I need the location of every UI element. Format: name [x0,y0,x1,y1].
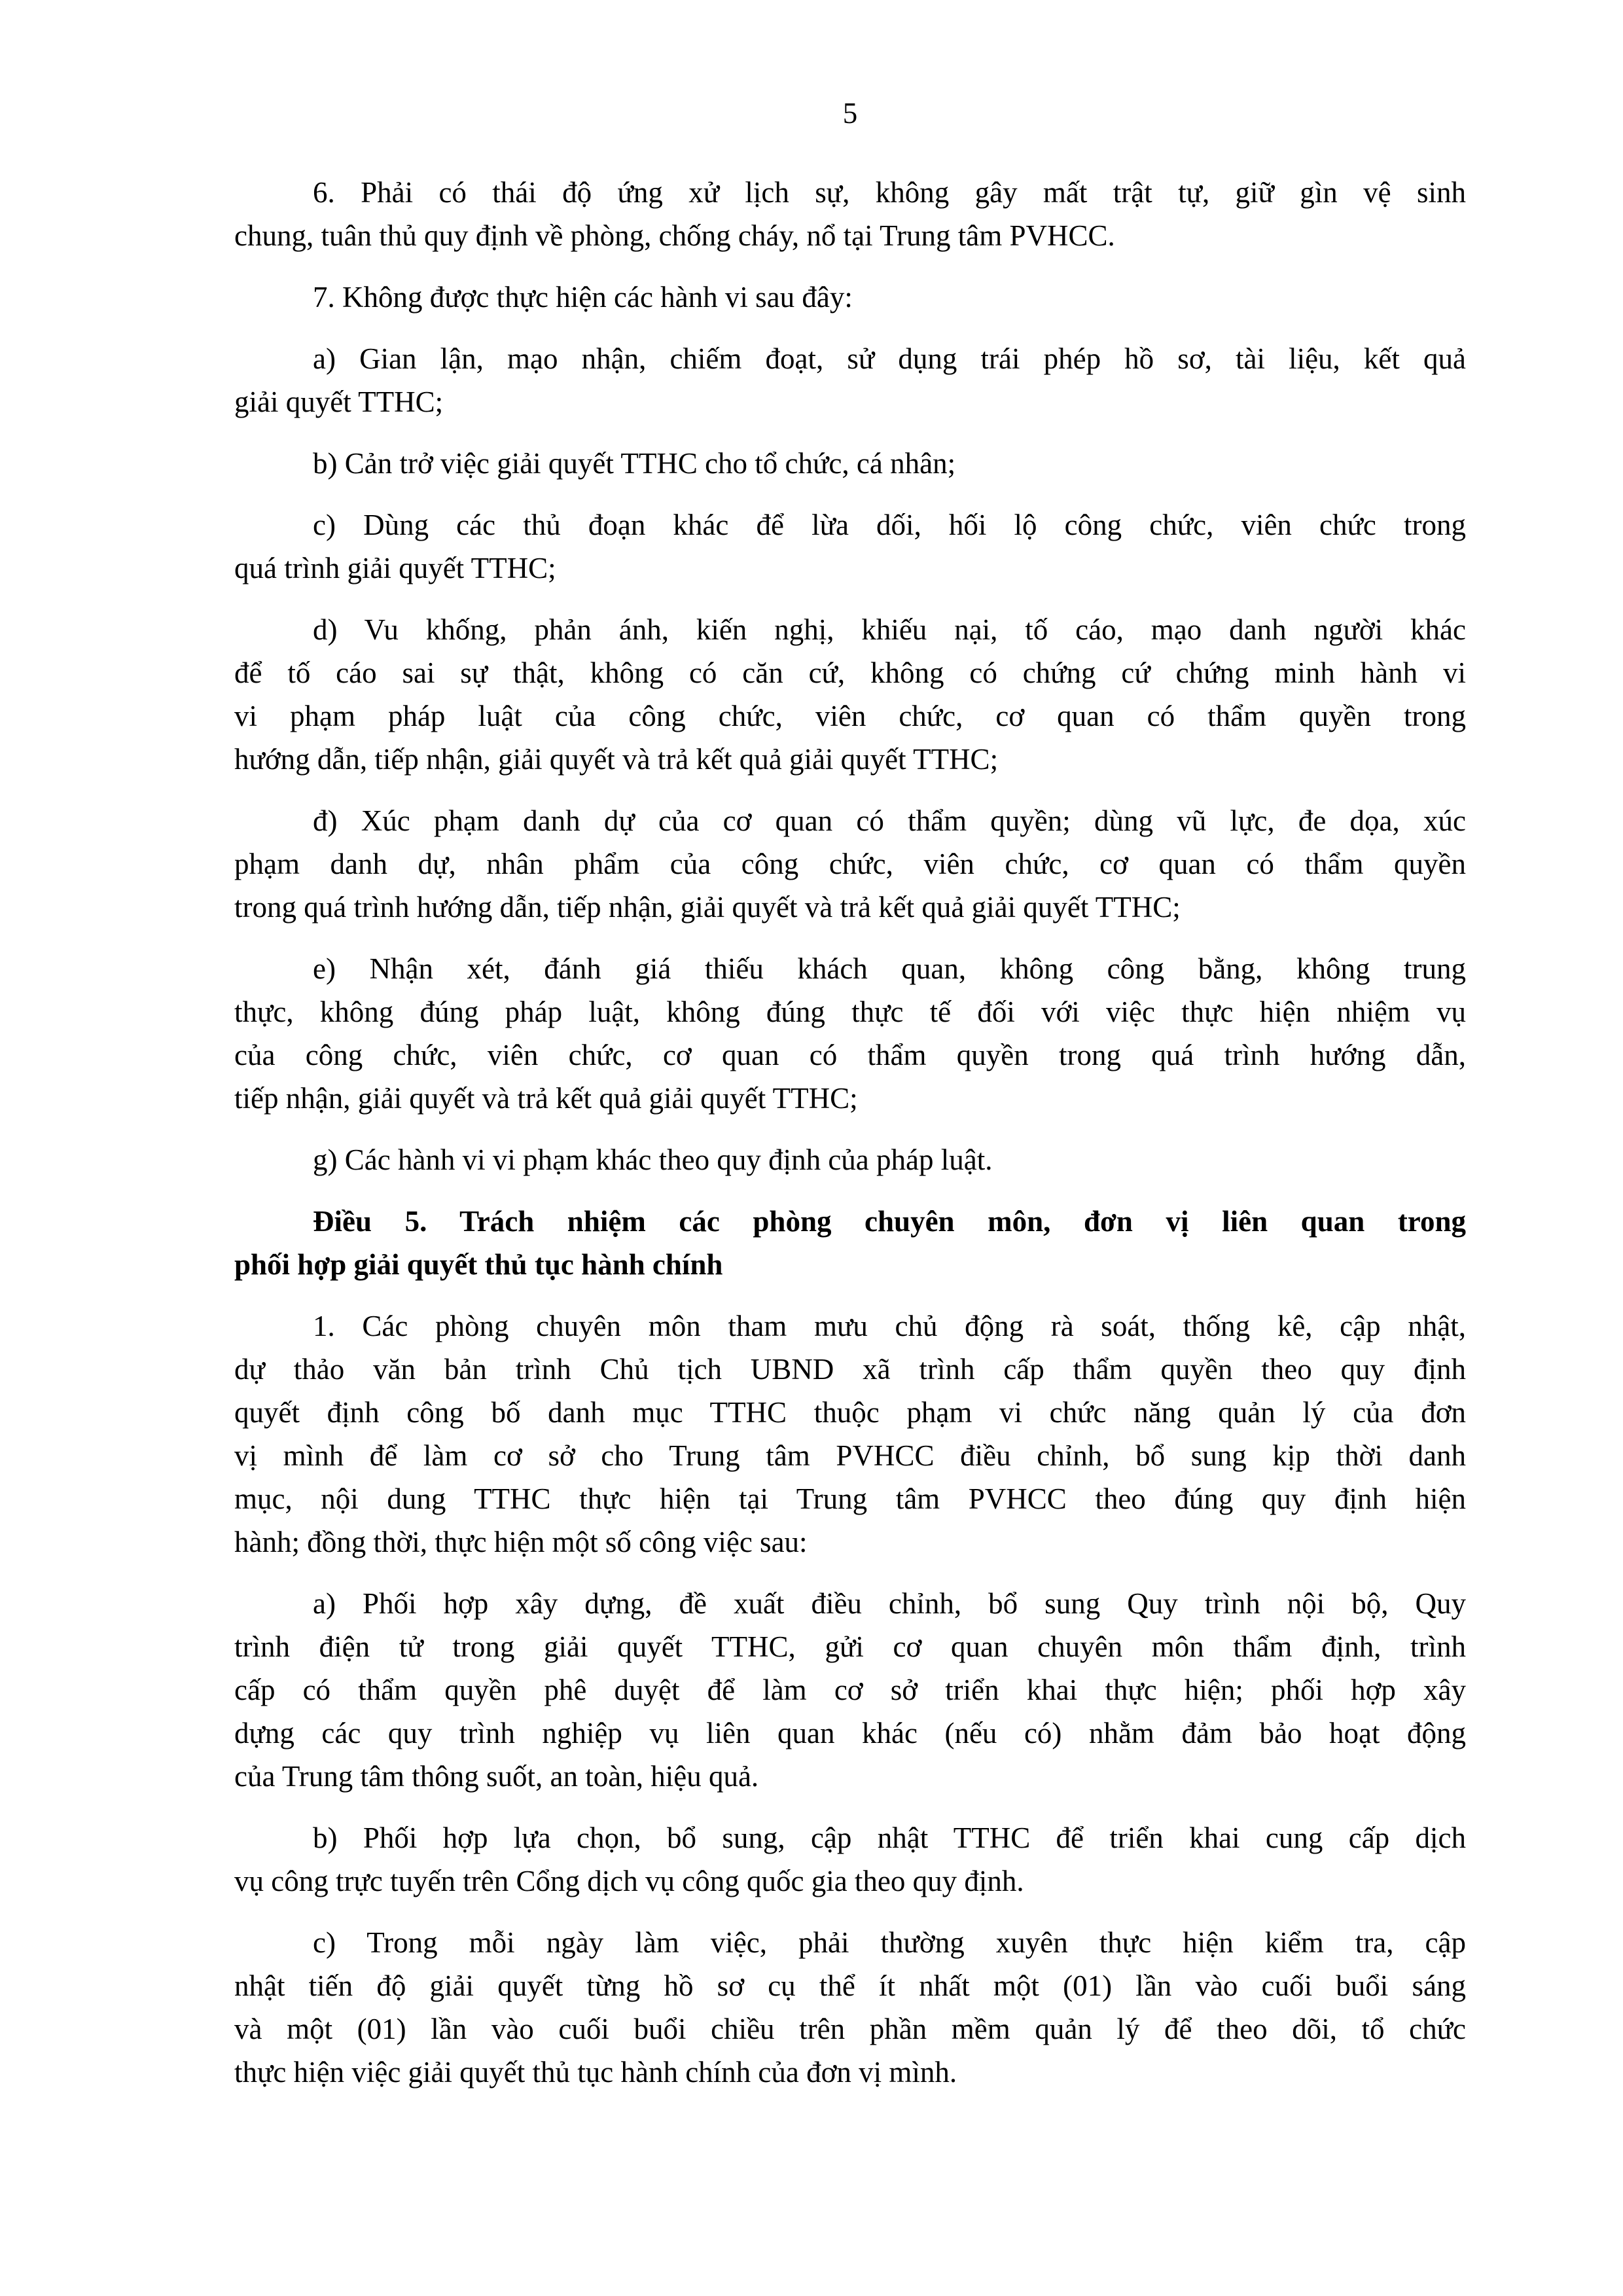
paragraph [234,1816,1466,1903]
text-line: quyết định công bố danh mục TTHC thuộc phạm vi chức năng quản lý của đơn [234,1396,1466,1429]
paragraph [234,171,1466,257]
text-line: 6. Phải có thái độ ứng xử lịch sự, không gây mất trật tự, giữ gìn vệ sinh [313,176,1466,209]
paragraph [234,1921,1466,2094]
text-line: vị mình để làm cơ sở cho Trung tâm PVHCC điều chỉnh, bổ sung kịp thời danh [234,1439,1466,1472]
text-line: b) Cản trở việc giải quyết TTHC cho tổ chức, cá nhân; [313,447,956,480]
text-line: thực, không đúng pháp luật, không đúng thực tế đối với việc thực hiện nhiệm vụ [234,996,1466,1028]
text-line: vụ công trực tuyến trên Cổng dịch vụ công quốc gia theo quy định. [234,1865,1024,1897]
paragraph [234,947,1466,1120]
text-line: và một (01) lần vào cuối buổi chiều trên phần mềm quản lý để theo dõi, tổ chức [234,2013,1466,2045]
text-line: nhật tiến độ giải quyết từng hồ sơ cụ thể ít nhất một (01) lần vào cuối buổi sáng [234,1969,1466,2002]
text-line: thực hiện việc giải quyết thủ tục hành chính của đơn vị mình. [234,2056,957,2089]
text-line: dựng các quy trình nghiệp vụ liên quan khác (nếu có) nhằm đảm bảo hoạt động [234,1717,1466,1749]
paragraph [234,503,1466,590]
paragraph [234,799,1466,929]
text-line: cấp có thẩm quyền phê duyệt để làm cơ sở triển khai thực hiện; phối hợp xây [234,1674,1466,1706]
text-line: tiếp nhận, giải quyết và trả kết quả giải quyết TTHC; [234,1082,858,1115]
text-line: để tố cáo sai sự thật, không có căn cứ, không có chứng cứ chứng minh hành vi [234,656,1466,689]
page-number: 5 [842,97,858,130]
text-line: c) Trong mỗi ngày làm việc, phải thường xuyên thực hiện kiểm tra, cập [313,1926,1466,1959]
text-line: g) Các hành vi vi phạm khác theo quy định của pháp luật. [313,1143,993,1176]
text-line: chung, tuân thủ quy định về phòng, chống cháy, nổ tại Trung tâm PVHCC. [234,219,1115,252]
paragraph [234,337,1466,423]
paragraph [234,1582,1466,1798]
text-line: b) Phối hợp lựa chọn, bổ sung, cập nhật TTHC để triển khai cung cấp dịch [313,1821,1466,1854]
text-line: Điều 5. Trách nhiệm các phòng chuyên môn, đơn vị liên quan trong [313,1205,1466,1238]
text-line: đ) Xúc phạm danh dự của cơ quan có thẩm quyền; dùng vũ lực, đe dọa, xúc [313,804,1466,837]
text-line: e) Nhận xét, đánh giá thiếu khách quan, không công bằng, không trung [313,952,1466,985]
text-line: của Trung tâm thông suốt, an toàn, hiệu quả. [234,1760,759,1793]
text-line: phối hợp giải quyết thủ tục hành chính [234,1248,723,1281]
text-line: d) Vu khống, phản ánh, kiến nghị, khiếu nại, tố cáo, mạo danh người khác [313,613,1466,646]
paragraph [234,608,1466,781]
text-line: hướng dẫn, tiếp nhận, giải quyết và trả kết quả giải quyết TTHC; [234,743,999,776]
paragraph [234,1138,1466,1181]
text-line: dự thảo văn bản trình Chủ tịch UBND xã trình cấp thẩm quyền theo quy định [234,1353,1466,1386]
text-line: giải quyết TTHC; [234,386,444,418]
text-line: a) Phối hợp xây dựng, đề xuất điều chỉnh, bổ sung Quy trình nội bộ, Quy [313,1587,1466,1620]
paragraph [234,1304,1466,1564]
article-heading [234,1200,1466,1286]
text-line: trình điện tử trong giải quyết TTHC, gửi cơ quan chuyên môn thẩm định, trình [234,1630,1466,1663]
text-line: trong quá trình hướng dẫn, tiếp nhận, giải quyết và trả kết quả giải quyết TTHC; [234,891,1181,924]
text-line: của công chức, viên chức, cơ quan có thẩm quyền trong quá trình hướng dẫn, [234,1039,1466,1071]
text-line: vi phạm pháp luật của công chức, viên chức, cơ quan có thẩm quyền trong [234,700,1466,732]
paragraph [234,442,1466,485]
document-body [234,171,1466,2094]
text-line: hành; đồng thời, thực hiện một số công việc sau: [234,1526,808,1558]
text-line: a) Gian lận, mạo nhận, chiếm đoạt, sử dụng trái phép hồ sơ, tài liệu, kết quả [313,342,1466,375]
paragraph [234,276,1466,319]
text-line: c) Dùng các thủ đoạn khác để lừa dối, hối lộ công chức, viên chức trong [313,509,1466,541]
text-line: phạm danh dự, nhân phẩm của công chức, viên chức, cơ quan có thẩm quyền [234,848,1466,880]
text-line: mục, nội dung TTHC thực hiện tại Trung tâm PVHCC theo đúng quy định hiện [234,1482,1466,1515]
text-line: 7. Không được thực hiện các hành vi sau đây: [313,281,853,314]
text-line: 1. Các phòng chuyên môn tham mưu chủ động rà soát, thống kê, cập nhật, [313,1310,1466,1342]
text-line: quá trình giải quyết TTHC; [234,552,556,584]
